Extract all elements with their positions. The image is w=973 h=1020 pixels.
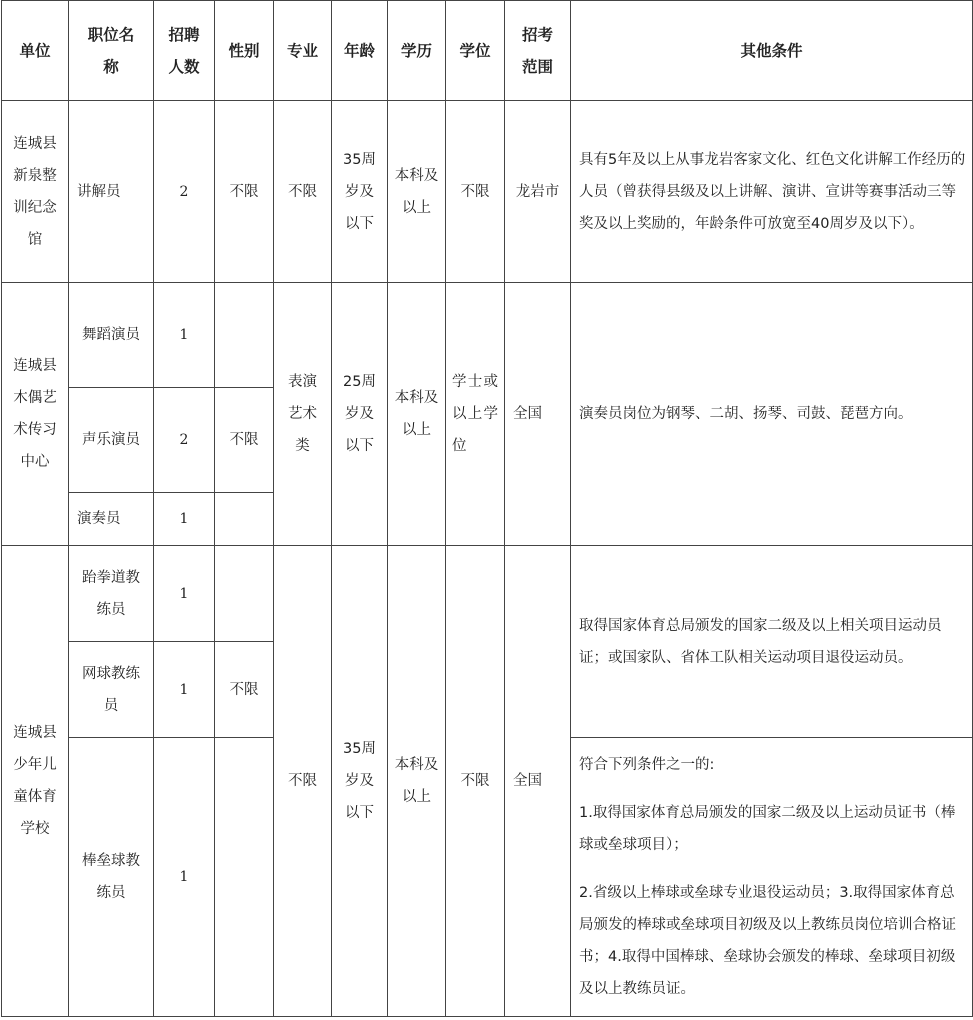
gender-cell xyxy=(215,546,274,642)
position-cell: 舞蹈演员 xyxy=(69,283,154,388)
header-unit: 单位 xyxy=(2,1,69,101)
unit-cell: 连城县木偶艺术传习中心 xyxy=(2,283,69,546)
major-cell: 表演艺术类 xyxy=(274,283,332,546)
header-age: 年龄 xyxy=(332,1,388,101)
count-cell: 1 xyxy=(154,546,215,642)
header-scope: 招考范围 xyxy=(505,1,571,101)
header-other: 其他条件 xyxy=(571,1,973,101)
position-cell: 声乐演员 xyxy=(69,388,154,493)
education-cell: 本科及以上 xyxy=(388,101,446,283)
education-cell: 本科及以上 xyxy=(388,283,446,546)
position-cell: 演奏员 xyxy=(69,493,154,546)
other-conditions-cell: 取得国家体育总局颁发的国家二级及以上相关项目运动员证；或国家队、省体工队相关运动项目退役运动员。 xyxy=(571,546,973,738)
gender-cell xyxy=(215,738,274,1017)
table-row xyxy=(2,101,973,283)
position-cell: 网球教练员 xyxy=(69,642,154,738)
other-conditions-cell xyxy=(571,738,973,1017)
table-row xyxy=(2,283,973,388)
other-conditions-cell: 具有5年及以上从事龙岩客家文化、红色文化讲解工作经历的人员（曾获得县级及以上讲解、演讲、宣讲等赛事活动三等奖及以上奖励的，年龄条件可放宽至40周岁及以下）。 xyxy=(571,101,973,283)
count-cell: 2 xyxy=(154,101,215,283)
header-education: 学历 xyxy=(388,1,446,101)
count-cell: 2 xyxy=(154,388,215,493)
conditions-intro: 符合下列条件之一的: xyxy=(579,757,715,773)
degree-cell xyxy=(446,283,505,546)
age-cell: 35周岁及以下 xyxy=(332,546,388,1017)
scope-cell: 全国 xyxy=(505,283,571,546)
count-cell: 1 xyxy=(154,283,215,388)
major-cell: 不限 xyxy=(274,546,332,1017)
header-row xyxy=(2,1,973,101)
education-cell: 本科及以上 xyxy=(388,546,446,1017)
position-cell: 棒垒球教练员 xyxy=(69,738,154,1017)
degree-cell: 不限 xyxy=(446,546,505,1017)
gender-cell xyxy=(215,283,274,388)
position-cell: 跆拳道教练员 xyxy=(69,546,154,642)
degree-cell: 不限 xyxy=(446,101,505,283)
age-cell: 25周岁及以下 xyxy=(332,283,388,546)
gender-cell: 不限 xyxy=(215,101,274,283)
unit-cell: 连城县新泉整训纪念馆 xyxy=(2,101,69,283)
degree-text: 学士或以上学位 xyxy=(452,374,498,454)
gender-cell xyxy=(215,493,274,546)
age-cell: 35周岁及以下 xyxy=(332,101,388,283)
recruitment-table xyxy=(1,0,973,1017)
major-cell: 不限 xyxy=(274,101,332,283)
condition-item: 1.取得国家体育总局颁发的国家二级及以上运动员证书（棒球或垒球项目）； xyxy=(579,805,956,853)
scope-cell: 龙岩市 xyxy=(505,101,571,283)
gender-cell: 不限 xyxy=(215,388,274,493)
other-conditions-cell: 演奏员岗位为钢琴、二胡、扬琴、司鼓、琵琶方向。 xyxy=(571,283,973,546)
count-cell: 1 xyxy=(154,738,215,1017)
position-cell: 讲解员 xyxy=(69,101,154,283)
count-cell: 1 xyxy=(154,493,215,546)
header-degree: 学位 xyxy=(446,1,505,101)
header-gender: 性别 xyxy=(215,1,274,101)
condition-item: 2.省级以上棒球或垒球专业退役运动员；3.取得国家体育总局颁发的棒球或垒球项目初级及以上教练员岗位培训合格证书；4.取得中国棒球、垒球协会颁发的棒球、垒球项目初级及以上教练员证。 xyxy=(579,885,956,997)
table-row xyxy=(2,546,973,642)
header-position: 职位名称 xyxy=(69,1,154,101)
header-major: 专业 xyxy=(274,1,332,101)
unit-cell: 连城县少年儿童体育学校 xyxy=(2,546,69,1017)
count-cell: 1 xyxy=(154,642,215,738)
header-count: 招聘人数 xyxy=(154,1,215,101)
gender-cell: 不限 xyxy=(215,642,274,738)
scope-cell: 全国 xyxy=(505,546,571,1017)
